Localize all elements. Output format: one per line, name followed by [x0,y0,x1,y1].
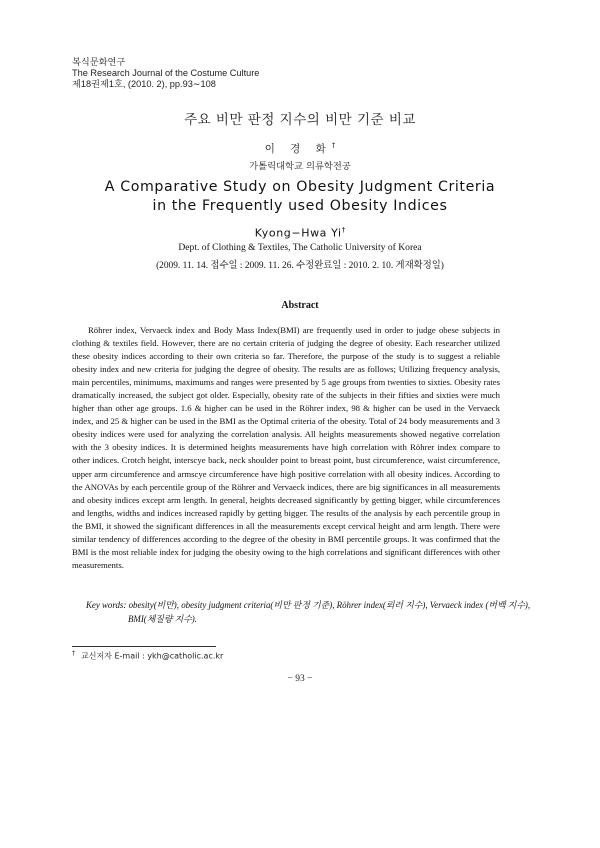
abstract-heading: Abstract [281,300,319,311]
english-author-line [0,226,600,240]
english-author-mark: † [341,226,346,234]
english-title-line1: A Comparative Study on Obesity Judgment Criteria [104,179,496,195]
korean-title: 주요 비만 판정 지수의 비만 기준 비교 [184,112,416,128]
footnote-divider [72,646,216,647]
footnote [72,650,223,662]
submission-dates: (2009. 11. 14. 접수일 : 2009. 11. 26. 수정완료일 : 2010. 2. 10. 게재확정일) [156,261,444,271]
english-affiliation: Dept. of Clothing & Textiles, The Catholic University of Korea [178,242,422,253]
journal-english-name: The Research Journal of the Costume Culture [72,68,260,78]
english-author: Kyong−Hwa Yi [254,226,342,240]
english-title [0,178,600,216]
footnote-text: 교신저자 E-mail : ykh@catholic.ac.kr [81,651,224,661]
korean-author-line [0,141,600,156]
korean-affiliation: 가톨릭대학교 의류학전공 [249,161,351,172]
journal-header [72,57,259,90]
keywords: Key words: obesity(비만), obesity judgment criteria(비만 판정 기준), Röhrer index(뢰러 지수), Vervaeck index (버백 지수), BMI(체질량 지수). [86,600,531,624]
abstract-body: Röhrer index, Vervaeck index and Body Mass Index(BMI) are frequently used in order to judge obese subjects in clothing & textiles field. However, there are no certain criteria of judging the degree of obesity. Each researcher utilized these obesity indices according to their own criteria so far. Therefore, the purpose of the study is to suggest a reliable obesity index and new criteria for judging the degree of obesity. The results are as follows; Utilizing frequency analysis, main percentiles, minimums, maximums and ranges were presented by 5 age groups from twenties to sixties. Obesity rates dramatically increased, the subject got older. Especially, obesity rate of the subjects in their fifties and sixties were much higher than other age groups. 1.6 & higher can be used in the Röhrer index, 98 & higher can be used in the Vervaeck index, and 25 & higher can be used in the BMI as the Optimal criteria of the obesity. Total of 24 body measurements and 3 obesity indices were used for analyzing the correlation analysis. All heights measurements showed negative correlation with the 3 obesity indices. It is determined heights measurements have high correlation with Röhrer index compare to other indices. Crotch height, interscye back, neck shoulder point to breast point, bust circumference, waist circumference, upper arm circumference and armscye circumference have high positive correlation with all obesity indices. According to the ANOVAs by each percentile group of the Röhrer and Vervaeck indices, there are big significances in all measurements and obesity indices except arm length. In general, heights decreased significantly by getting bigger, while circumferences and lengths, widths and indices increased rapidly by getting bigger. The results of the analysis by each percentile group in the BMI, it showed the significant differences in all the measurements except cervical height and arm length. There were similar tendency of differences according to the degree of the obesity in BMI percentile groups. It was confirmed that the BMI is the most reliable index for judging the obesity owing to the high correlations and significant differences with other measurements. [72,325,500,570]
footnote-mark: † [72,650,75,657]
korean-author-mark: † [331,141,336,150]
page-number: − 93 − [287,674,313,684]
journal-volume-info: 제18권제1호, (2010. 2), pp.93∼108 [72,79,216,89]
korean-author: 이 경 화 [264,143,332,155]
english-title-line2: in the Frequently used Obesity Indices [152,198,448,214]
journal-korean-name: 복식문화연구 [72,57,126,67]
